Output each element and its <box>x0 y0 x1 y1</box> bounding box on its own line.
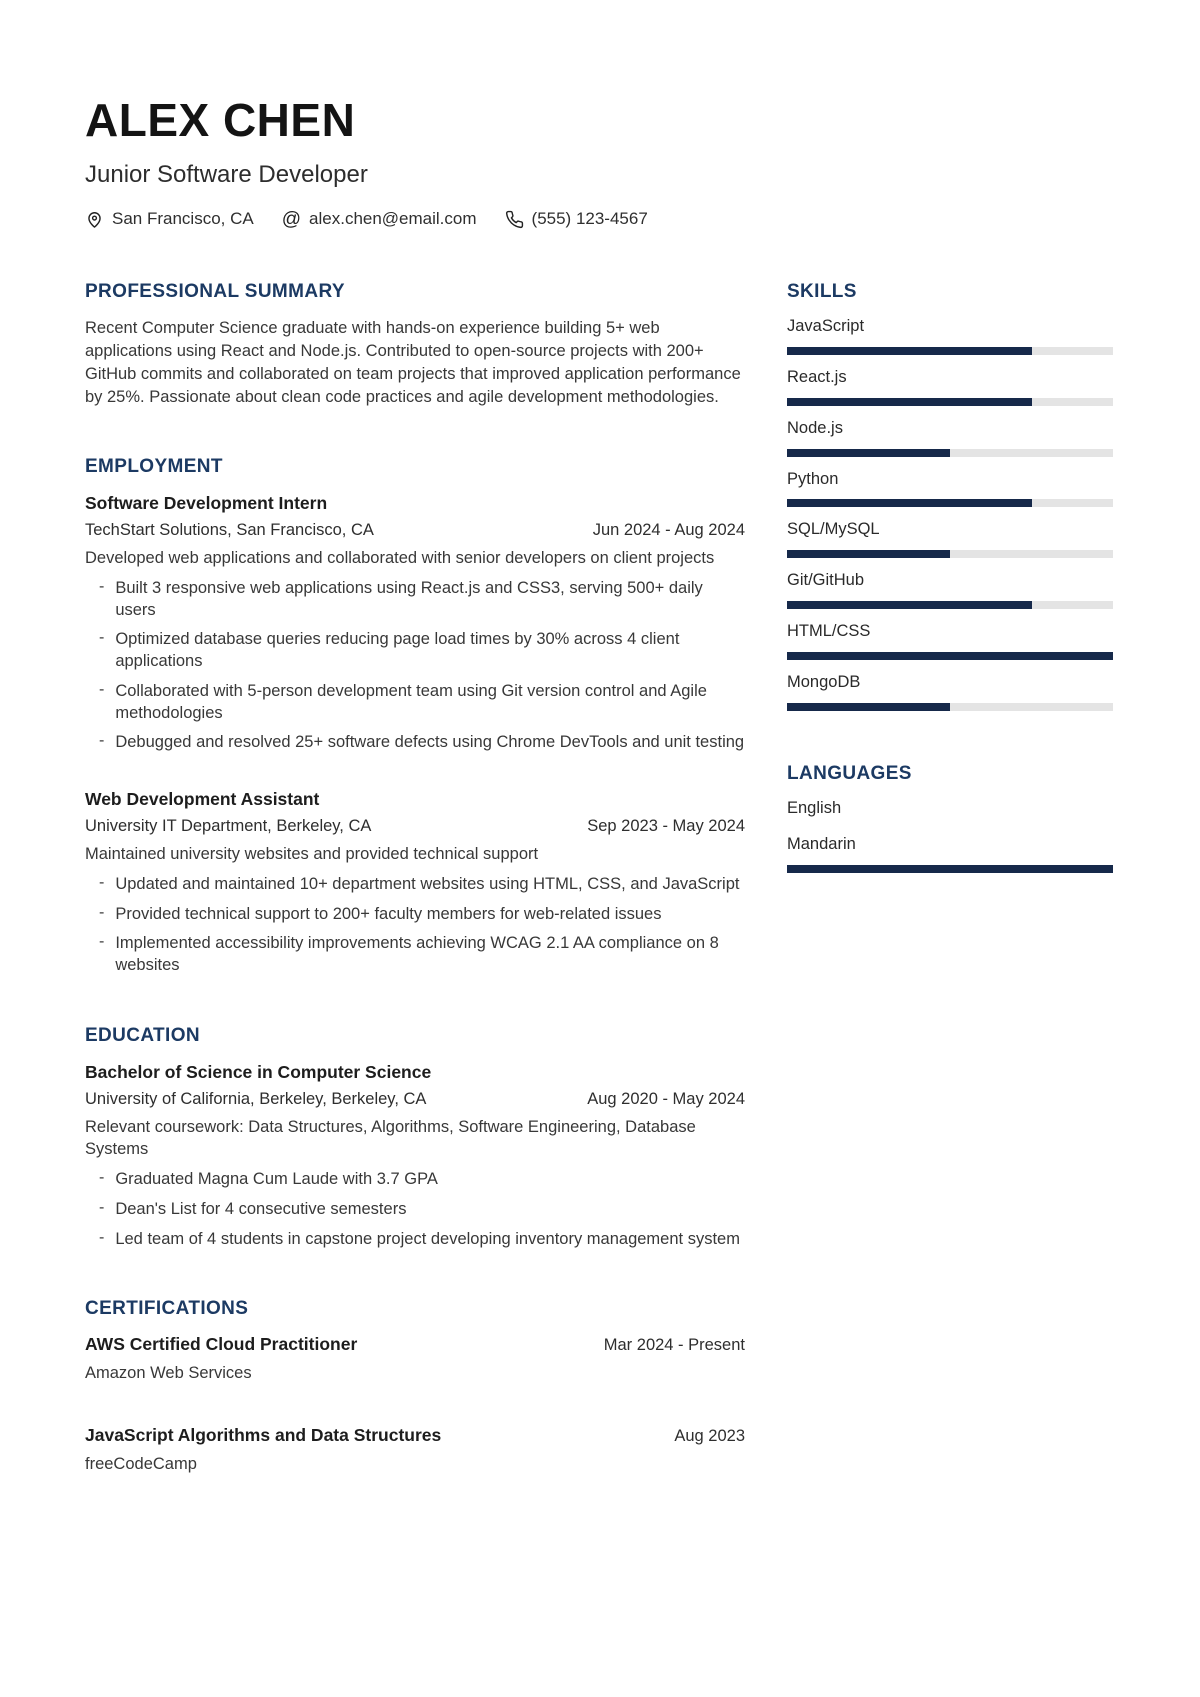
contact-email-text: alex.chen@email.com <box>309 209 477 229</box>
bullet-text: Led team of 4 students in capstone project developing inventory management system <box>115 1229 740 1248</box>
contact-phone <box>505 209 648 229</box>
certification-date: Mar 2024 - Present <box>603 1336 745 1355</box>
employment-entries <box>85 492 745 976</box>
skill-item <box>787 317 1113 355</box>
skill-bar-track <box>787 703 1113 711</box>
bullet-item <box>85 578 745 622</box>
skill-item <box>787 470 1113 508</box>
bullet-item <box>85 904 745 926</box>
bullet-text: Updated and maintained 10+ department websites using HTML, CSS, and JavaScript <box>115 874 740 893</box>
contact-location <box>85 209 254 229</box>
certification-date: Aug 2023 <box>674 1427 745 1446</box>
job-title: Software Development Intern <box>85 493 328 514</box>
skill-bar-fill <box>787 449 950 457</box>
education-bullets <box>85 1169 745 1250</box>
school-name: University of California, Berkeley, Berkeley, CA <box>85 1089 427 1108</box>
skill-bar-track <box>787 499 1113 507</box>
language-item <box>787 835 1113 873</box>
bullet-item <box>85 1169 745 1191</box>
bullet-item <box>85 629 745 673</box>
skill-item <box>787 673 1113 711</box>
education-summary: Relevant coursework: Data Structures, Algorithms, Software Engineering, Database Systems <box>85 1117 696 1159</box>
skill-item <box>787 571 1113 609</box>
summary-heading: PROFESSIONAL SUMMARY <box>85 281 345 303</box>
certification-entries <box>85 1334 745 1474</box>
skill-bar-fill <box>787 601 1032 609</box>
job-title: Web Development Assistant <box>85 789 320 810</box>
certification-row <box>85 1425 745 1446</box>
skill-name: Git/GitHub <box>787 571 865 590</box>
bullet-dash: - <box>99 1198 105 1216</box>
company-row <box>85 521 745 540</box>
bullet-dash: - <box>99 732 105 750</box>
certification-entry <box>85 1334 745 1383</box>
bullet-text: Optimized database queries reducing page load times by 30% across 4 client applications <box>115 630 680 671</box>
bullet-dash: - <box>99 629 105 647</box>
skill-bar-fill <box>787 499 1032 507</box>
skill-name: Python <box>787 469 839 488</box>
employment-heading: EMPLOYMENT <box>85 456 223 478</box>
bullet-text: Dean's List for 4 consecutive semesters <box>115 1199 407 1218</box>
bullet-dash: - <box>99 903 105 921</box>
job-bullets <box>85 874 745 977</box>
bullet-item <box>85 933 745 977</box>
skill-bar-track <box>787 347 1113 355</box>
skill-bar-fill <box>787 347 1032 355</box>
location-pin-icon <box>85 210 104 229</box>
language-bar-track <box>787 865 1113 873</box>
bullet-text: Implemented accessibility improvements achieving WCAG 2.1 AA compliance on 8 websites <box>115 934 719 975</box>
skill-item <box>787 622 1113 660</box>
company-row <box>85 817 745 836</box>
languages-heading: LANGUAGES <box>787 762 912 784</box>
education-entry <box>85 1061 745 1251</box>
skill-name: React.js <box>787 368 847 387</box>
employment-entry <box>85 492 745 754</box>
language-name: English <box>787 798 842 817</box>
language-bar-fill <box>787 865 1113 873</box>
bullet-dash: - <box>99 680 105 698</box>
certifications-heading: CERTIFICATIONS <box>85 1298 249 1320</box>
bullet-dash: - <box>99 1228 105 1246</box>
summary-text: Recent Computer Science graduate with hands-on experience building 5+ web applications using React and Node.js. Contributed to open-source projects with 200+ GitHub commits and collaborated on team projects that improved application performance by 25%. Passionate about clean code practices and agile development methodologies. <box>85 319 741 406</box>
job-summary: Developed web applications and collaborated with senior developers on client projects <box>85 549 715 568</box>
skill-bar-track <box>787 652 1113 660</box>
certification-entry <box>85 1425 745 1474</box>
school-row <box>85 1090 745 1109</box>
skills-list <box>787 317 1113 710</box>
language-name: Mandarin <box>787 835 856 854</box>
skill-name: SQL/MySQL <box>787 520 880 539</box>
skill-bar-track <box>787 398 1113 406</box>
section-professional-summary <box>85 281 745 408</box>
contact-row <box>85 209 1113 229</box>
degree-title: Bachelor of Science in Computer Science <box>85 1061 432 1082</box>
skill-bar-fill <box>787 550 950 558</box>
candidate-title: Junior Software Developer <box>85 161 368 189</box>
contact-email <box>282 209 477 229</box>
job-date: Sep 2023 - May 2024 <box>587 816 745 835</box>
skill-name: Node.js <box>787 418 843 437</box>
skill-bar-fill <box>787 703 950 711</box>
section-education <box>85 1025 745 1251</box>
section-languages <box>787 763 1113 874</box>
company-name: University IT Department, Berkeley, CA <box>85 816 372 835</box>
skill-bar-track <box>787 449 1113 457</box>
skill-bar-track <box>787 550 1113 558</box>
bullet-item <box>85 874 745 896</box>
section-skills <box>787 281 1113 710</box>
bullet-text: Graduated Magna Cum Laude with 3.7 GPA <box>115 1170 438 1189</box>
email-at-icon: @ <box>281 208 302 230</box>
language-item <box>787 799 1113 819</box>
bullet-item <box>85 1199 745 1221</box>
certification-issuer: freeCodeCamp <box>85 1455 197 1474</box>
bullet-text: Collaborated with 5-person development team using Git version control and Agile methodologies <box>115 681 707 722</box>
section-certifications <box>85 1298 745 1474</box>
bullet-dash: - <box>99 577 105 595</box>
contact-location-text: San Francisco, CA <box>112 209 254 229</box>
education-heading: EDUCATION <box>85 1024 200 1046</box>
education-date: Aug 2020 - May 2024 <box>587 1089 745 1108</box>
skills-heading: SKILLS <box>787 281 857 303</box>
bullet-item <box>85 681 745 725</box>
bullet-dash: - <box>99 933 105 951</box>
company-name: TechStart Solutions, San Francisco, CA <box>85 521 374 540</box>
sidebar-column <box>787 281 1113 1474</box>
employment-entry <box>85 788 745 977</box>
skill-bar-track <box>787 601 1113 609</box>
skill-item <box>787 419 1113 457</box>
bullet-text: Provided technical support to 200+ faculty members for web-related issues <box>115 904 662 923</box>
candidate-name: ALEX CHEN <box>85 94 356 146</box>
certification-issuer: Amazon Web Services <box>85 1364 252 1383</box>
certification-title: AWS Certified Cloud Practitioner <box>85 1334 358 1355</box>
bullet-item <box>85 1229 745 1251</box>
section-employment <box>85 456 745 976</box>
bullet-dash: - <box>99 873 105 891</box>
bullet-item <box>85 732 745 754</box>
skill-name: JavaScript <box>787 317 865 336</box>
skill-item <box>787 520 1113 558</box>
certification-row <box>85 1334 745 1355</box>
job-bullets <box>85 578 745 754</box>
bullet-text: Debugged and resolved 25+ software defects using Chrome DevTools and unit testing <box>115 733 745 752</box>
skill-name: MongoDB <box>787 672 861 691</box>
skill-bar-fill <box>787 652 1113 660</box>
skill-bar-fill <box>787 398 1032 406</box>
resume-header <box>85 96 1113 229</box>
skill-item <box>787 368 1113 406</box>
certification-title: JavaScript Algorithms and Data Structures <box>85 1425 442 1446</box>
job-date: Jun 2024 - Aug 2024 <box>592 521 745 540</box>
skill-name: HTML/CSS <box>787 622 871 641</box>
job-summary: Maintained university websites and provided technical support <box>85 844 539 863</box>
contact-phone-text: (555) 123-4567 <box>531 209 648 229</box>
phone-icon <box>505 210 524 229</box>
main-column <box>85 281 745 1474</box>
bullet-text: Built 3 responsive web applications using React.js and CSS3, serving 500+ daily users <box>115 578 703 619</box>
bullet-dash: - <box>99 1169 105 1187</box>
languages-list <box>787 799 1113 874</box>
resume-body <box>85 281 1113 1474</box>
